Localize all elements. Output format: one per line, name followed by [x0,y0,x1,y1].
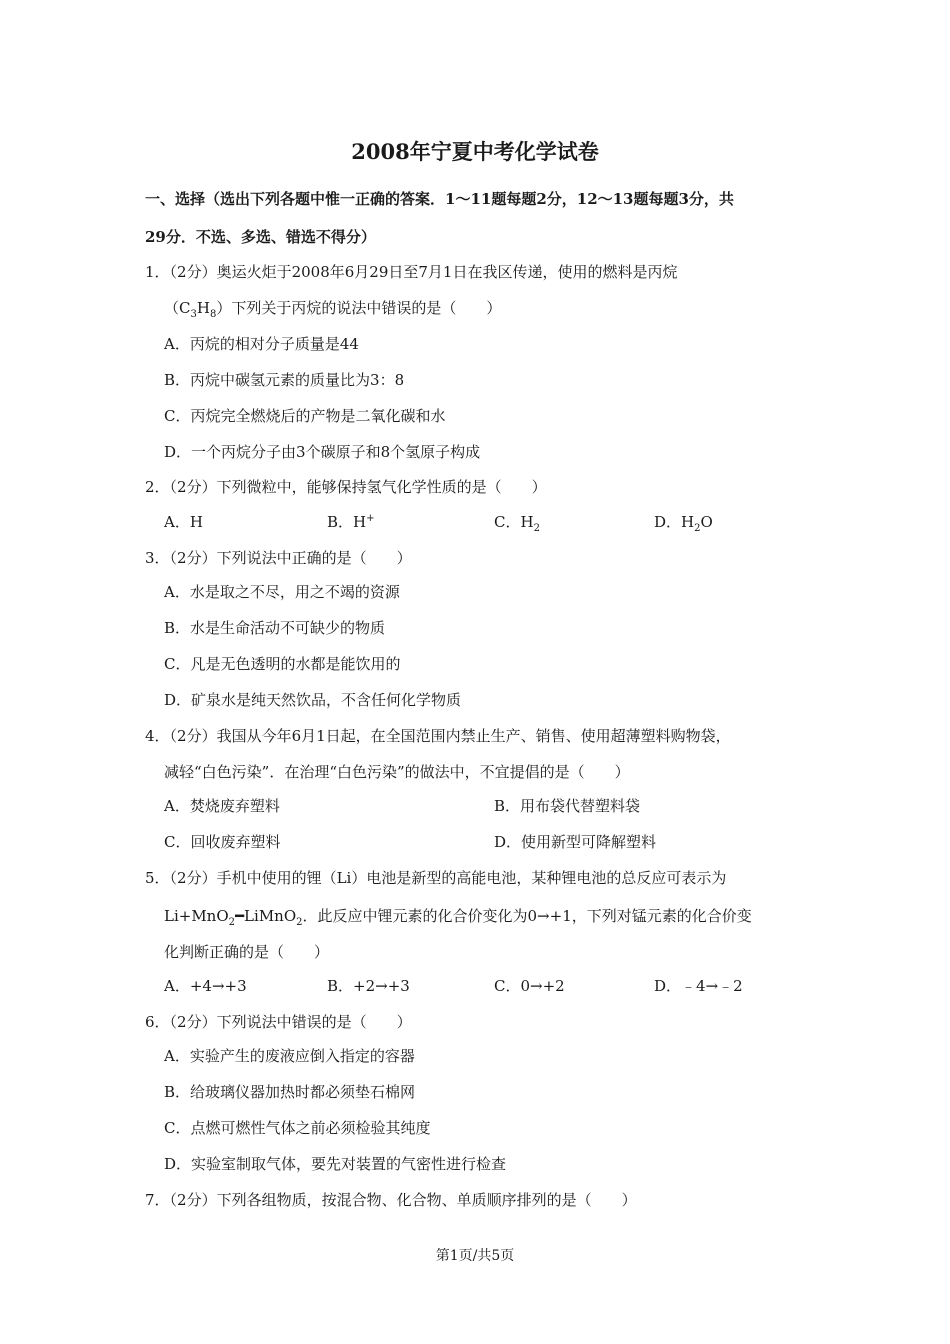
q3-option-c[interactable]: C．凡是无色透明的水都是能饮用的 [164,655,401,673]
q2-option-a[interactable]: A．H [164,513,203,531]
q3-option-a[interactable]: A．水是取之不尽，用之不竭的资源 [164,583,400,601]
question-4-stem-line2: 减轻“白色污染”．在治理“白色污染”的做法中，不宜提倡的是（ ） [164,763,630,781]
q6-option-c[interactable]: C．点燃可燃性气体之前必须检验其纯度 [164,1119,431,1137]
question-1-stem: 1．（2分）奥运火炬于2008年6月29日至7月1日在我区传递，使用的燃料是丙烷 [145,263,678,281]
q1-option-b[interactable]: B．丙烷中碳氢元素的质量比为3：8 [164,371,405,389]
q4-option-d[interactable]: D．使用新型可降解塑料 [494,833,657,851]
q5-eq-sub1: 2 [228,917,236,928]
q1-option-d[interactable]: D．一个丙烷分子由3个碳原子和8个氢原子构成 [164,443,481,461]
q5-eq-right: ━LiMnO [235,907,297,925]
q2-option-b-sup: + [366,513,375,524]
question-5-stem-line2 [164,906,752,926]
q5-eq-sub2: 2 [296,917,303,928]
section-header-line1: 一、选择（选出下列各题中惟一正确的答案．1～11题每题2分，12～13题每题3分，共 [145,190,734,208]
q4-option-a[interactable]: A．焚烧废弃塑料 [164,797,280,815]
question-6-stem: 6．（2分）下列说法中错误的是（ ） [145,1013,412,1031]
q1-option-c[interactable]: C．丙烷完全燃烧后的产物是二氧化碳和水 [164,407,446,425]
page-footer: 第1页/共5页 [435,1248,515,1264]
q2-option-b[interactable] [327,512,375,532]
q2-option-b-text: B．H [327,513,367,531]
q2-option-c[interactable] [494,512,540,532]
q6-option-d[interactable]: D．实验室制取气体，要先对装置的气密性进行检查 [164,1155,507,1173]
question-2-stem: 2．（2分）下列微粒中，能够保持氢气化学性质的是（ ） [145,478,547,496]
q4-option-c[interactable]: C．回收废弃塑料 [164,833,281,851]
q1-option-a[interactable]: A．丙烷的相对分子质量是44 [164,335,359,353]
question-5-stem: 5．（2分）手机中使用的锂（Li）电池是新型的高能电池，某种锂电池的总反应可表示为 [145,869,727,887]
q6-option-b[interactable]: B．给玻璃仪器加热时都必须垫石棉网 [164,1083,416,1101]
page-title: 2008年宁夏中考化学试卷 [351,139,599,164]
question-7-stem: 7．（2分）下列各组物质，按混合物、化合物、单质顺序排列的是（ ） [145,1191,637,1209]
question-4-stem: 4．（2分）我国从今年6月1日起，在全国范围内禁止生产、销售、使用超薄塑料购物袋， [145,727,731,745]
q1-sub-3: 3 [190,309,197,320]
question-3-stem: 3．（2分）下列说法中正确的是（ ） [145,549,412,567]
q5-option-d[interactable]: D．﹣4→﹣2 [654,977,743,995]
q5-eq-left: Li+MnO [164,907,229,925]
q1-formula-pre: （C [164,299,191,317]
q5-stem-cont: ．此反应中锂元素的化合价变化为0→+1，下列对锰元素的化合价变 [302,907,752,925]
q1-sub-8: 8 [209,309,217,320]
q2-option-d-text: D．H [654,513,695,531]
q2-option-d[interactable] [654,512,713,532]
question-5-stem-line3: 化判断正确的是（ ） [164,943,330,961]
q5-option-a[interactable]: A．+4→+3 [164,977,247,995]
q2-option-d-post: O [700,513,713,531]
q2-option-d-sub: 2 [694,523,701,534]
q5-option-c[interactable]: C．0→+2 [494,977,565,995]
q5-option-b[interactable]: B．+2→+3 [327,977,410,995]
question-1-stem-line2 [164,298,501,318]
section-header-line2: 29分．不选、多选、错选不得分） [145,228,376,246]
q2-option-c-text: C．H [494,513,534,531]
q6-option-a[interactable]: A．实验产生的废液应倒入指定的容器 [164,1047,415,1065]
q3-option-b[interactable]: B．水是生命活动不可缺少的物质 [164,619,386,637]
q1-stem-post: ）下列关于丙烷的说法中错误的是（ ） [216,299,502,317]
q2-option-c-sub: 2 [533,523,540,534]
q3-option-d[interactable]: D．矿泉水是纯天然饮品，不含任何化学物质 [164,691,462,709]
q4-option-b[interactable]: B．用布袋代替塑料袋 [494,797,641,815]
q1-formula-mid: H [196,299,210,317]
